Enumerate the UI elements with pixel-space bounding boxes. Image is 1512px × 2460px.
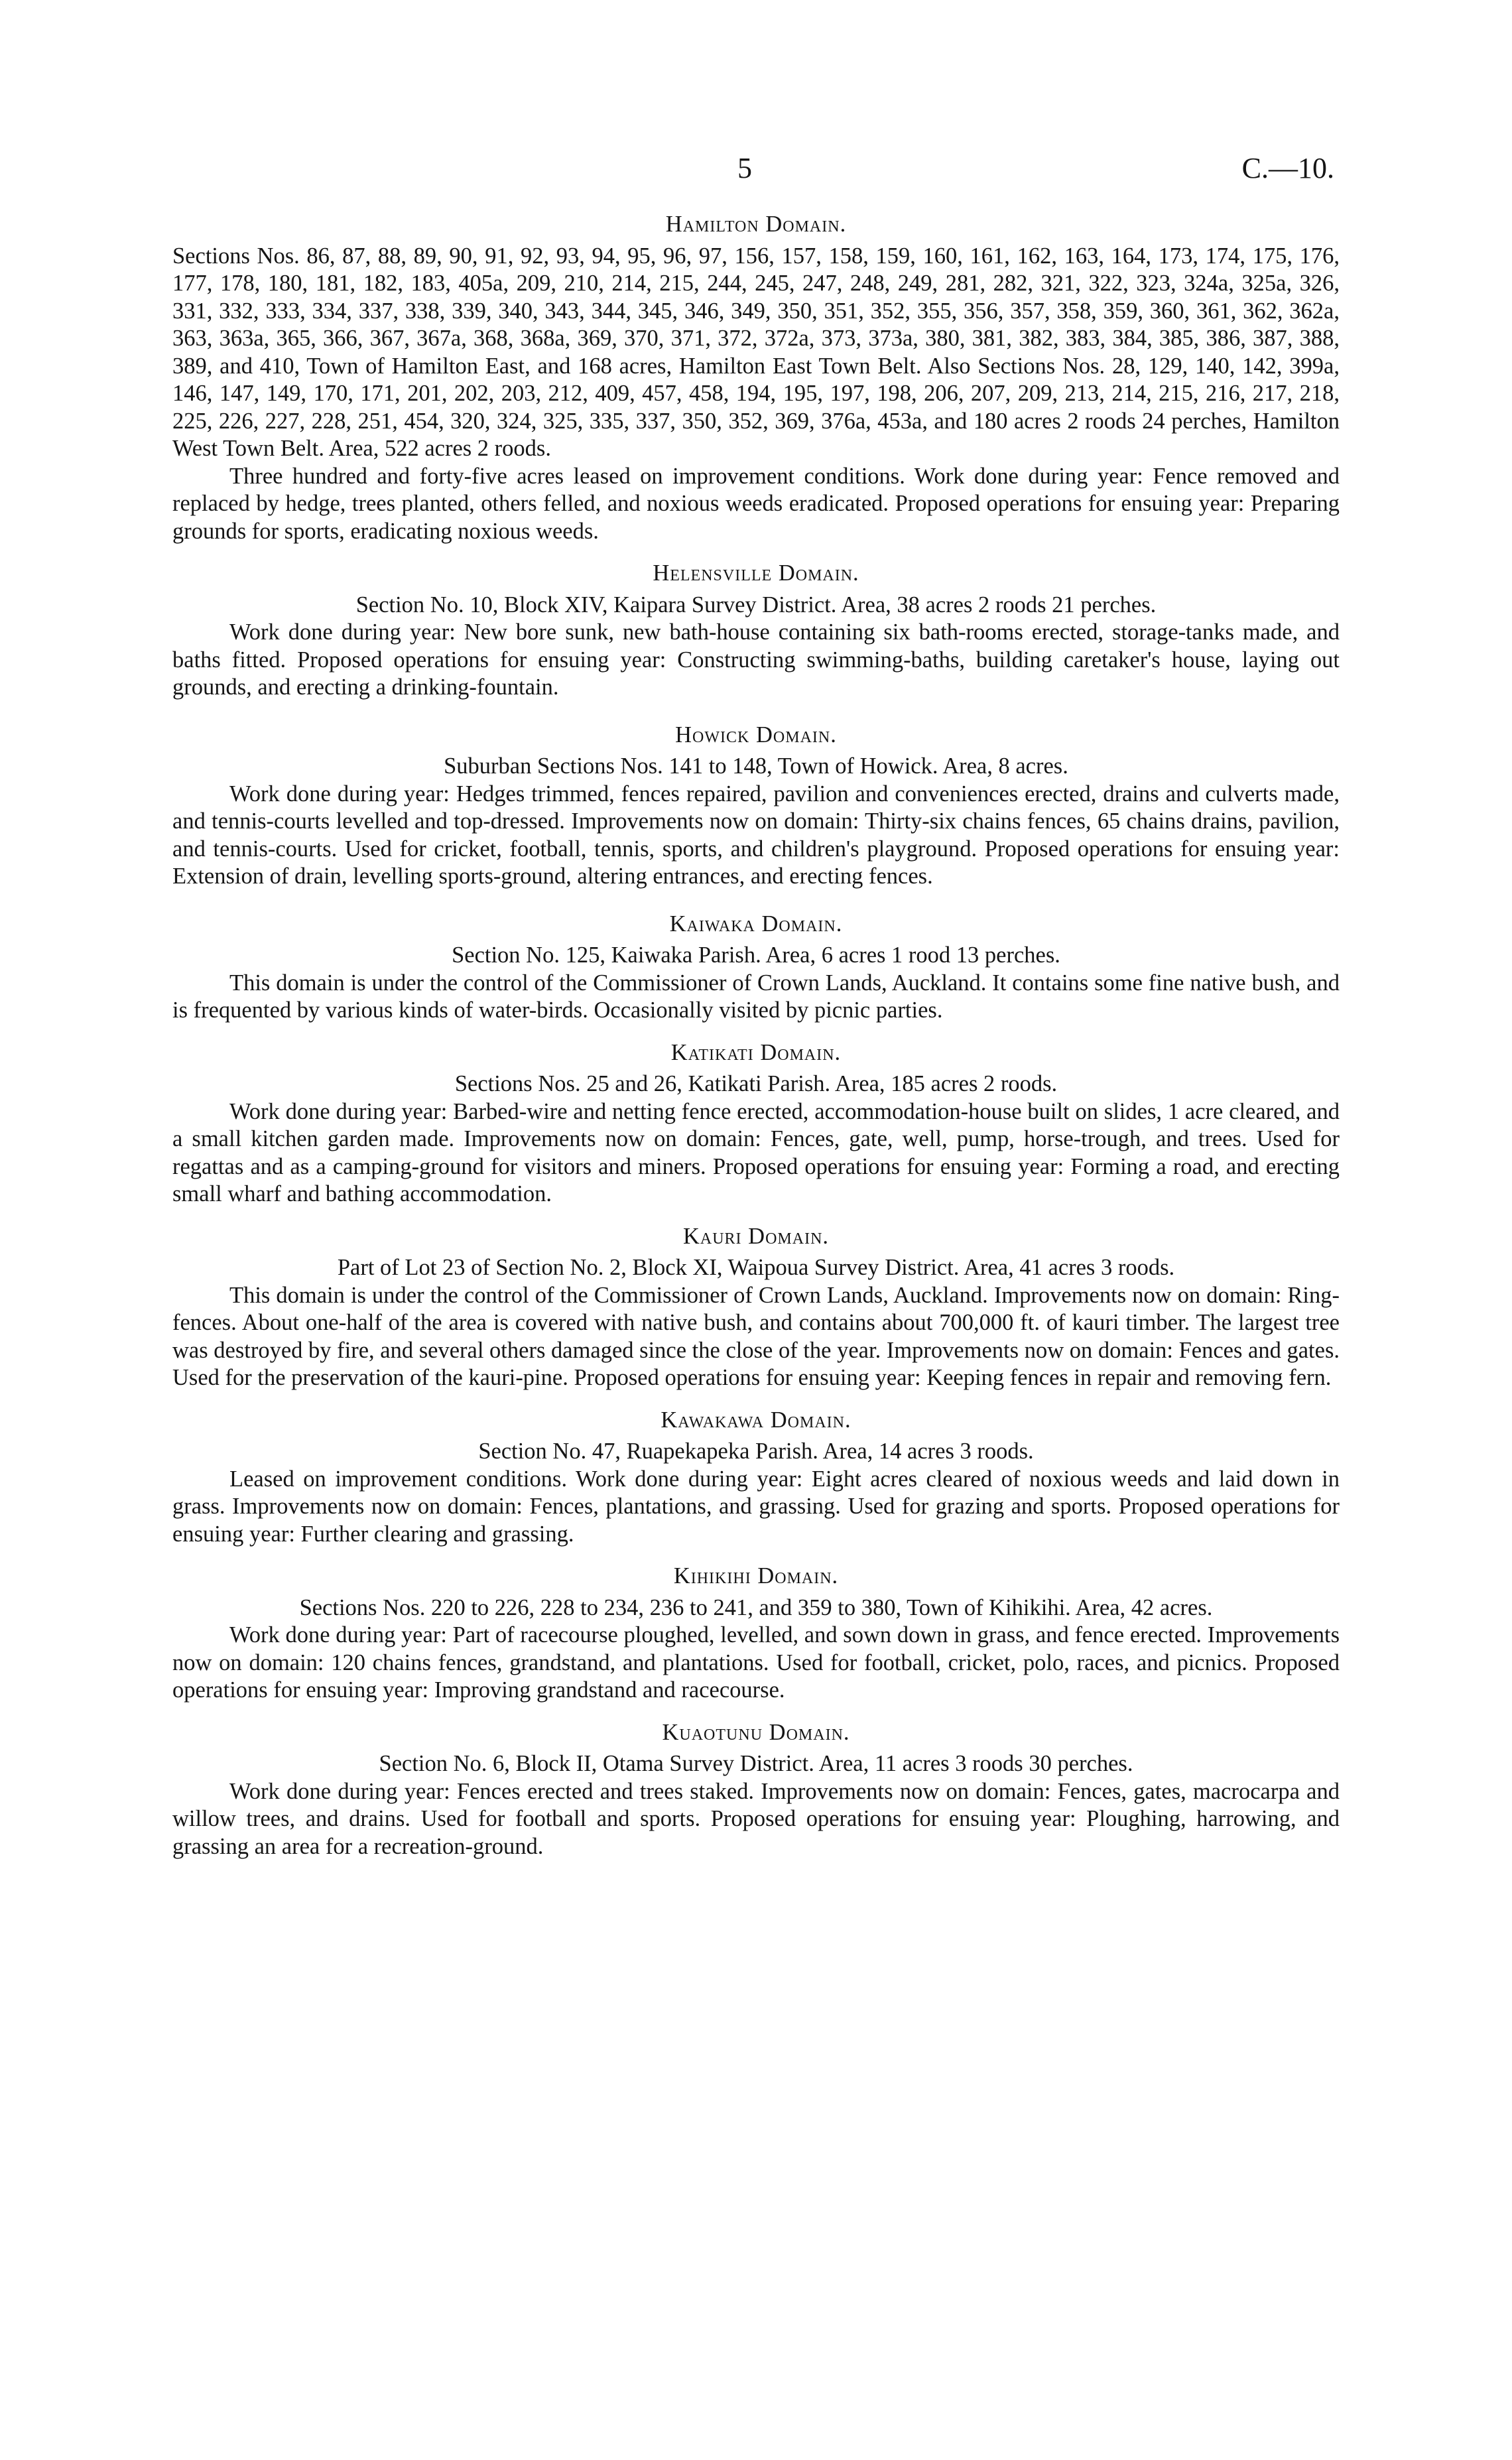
section-description: Part of Lot 23 of Section No. 2, Block XI, Waipoua Survey District. Area, 41 acres 3 roods. [337, 1255, 1175, 1280]
section-kaiwaka-domain [172, 911, 1340, 1025]
section-title: Hamilton Domain. [665, 212, 847, 237]
section-title: Kuaotunu Domain. [662, 1719, 850, 1745]
section-body: Leased on improvement conditions. Work done during year: Eight acres cleared of noxious weeds and laid down in grass. Improvements now on domain: Fences, plantations, and grassing. Used for grazing and sports. Proposed operations for ensuing year: Further clearing and grassing. [172, 1466, 1340, 1547]
page-number: 5 [737, 152, 752, 184]
section-hamilton-domain [172, 211, 1340, 545]
section-description: Section No. 10, Block XIV, Kaipara Survey District. Area, 38 acres 2 roods 21 perches. [355, 592, 1157, 617]
section-kuaotunu-domain [172, 1719, 1340, 1861]
section-howick-domain [172, 722, 1340, 891]
section-body: This domain is under the control of the Commissioner of Crown Lands, Auckland. Improvements now on domain: Ring-fences. About one-half of the area is covered with native bush, and contains about 700,000 ft. of kauri timber. The largest tree was destroyed by fire, and several others damaged since the close of the year. Improvements now on domain: Fences and gates. Used for the preservation of the kauri-pine. Proposed operations for ensuing year: Keeping fences in repair and removing fern. [172, 1282, 1340, 1390]
section-body: Work done during year: Fences erected and trees staked. Improvements now on domain: Fences, gates, macrocarpa and willow trees, and drains. Used for football and sports. Proposed operations for ensuing year: Ploughing, harrowing, and grassing an area for a recreation-ground. [172, 1778, 1340, 1859]
section-description: Section No. 125, Kaiwaka Parish. Area, 6 acres 1 rood 13 perches. [452, 942, 1060, 968]
section-kauri-domain [172, 1223, 1340, 1392]
section-description: Sections Nos. 220 to 226, 228 to 234, 236 to 241, and 359 to 380, Town of Kihikihi. Area, 42 acres. [299, 1594, 1213, 1620]
section-body: Work done during year: Hedges trimmed, fences repaired, pavilion and conveniences erected, drains and culverts made, and tennis-courts levelled and top-dressed. Improvements now on domain: Thirty-six chains fences, 65 chains drains, pavilion, and tennis-courts. Used for cricket, football, tennis, sports, and children's playground. Proposed operations for ensuing year: Extension of drain, levelling sports-ground, altering entrances, and erecting fences. [172, 781, 1340, 889]
section-description: Suburban Sections Nos. 141 to 148, Town of Howick. Area, 8 acres. [444, 753, 1068, 779]
section-title: Helensville Domain. [653, 560, 859, 586]
section-kihikihi-domain [172, 1563, 1340, 1705]
section-title: Howick Domain. [675, 722, 837, 747]
section-body: Three hundred and forty-five acres leased on improvement conditions. Work done during year: Fence removed and replaced by hedge, trees planted, others felled, and noxious weeds eradicated. Proposed operations for ensuing year: Preparing grounds for sports, eradicating noxious weeds. [172, 463, 1340, 544]
section-helensville-domain [172, 560, 1340, 702]
section-katikati-domain [172, 1039, 1340, 1208]
section-description: Section No. 47, Ruapekapeka Parish. Area, 14 acres 3 roods. [478, 1439, 1034, 1464]
section-title: Kaiwaka Domain. [669, 911, 843, 937]
section-body: This domain is under the control of the Commissioner of Crown Lands, Auckland. It contains some fine native bush, and is frequented by various kinds of water-birds. Occasionally visited by picnic parties. [172, 970, 1340, 1023]
section-title: Kawakawa Domain. [661, 1407, 851, 1433]
section-description: Sections Nos. 86, 87, 88, 89, 90, 91, 92, 93, 94, 95, 96, 97, 156, 157, 158, 159, 160, 161, 162, 163, 164, 173, 174, 175, 176, 177, 178, 180, 181, 182, 183, 405a, 209, 210, 214, 215, 244, 245, 247, 248, 249, 281, 282, 321, 322, 323, 324a, 325a, 326, 331, 332, 333, 334, 337, 338, 339, 340, 343, 344, 345, 346, 349, 350, 351, 352, 355, 356, 357, 358, 359, 360, 361, 362, 362a, 363, 363a, 365, 366, 367, 367a, 368, 368a, 369, 370, 371, 372, 372a, 373, 373a, 380, 381, 382, 383, 384, 385, 386, 387, 388, 389, and 410, Town of Hamilton East, and 168 acres, Hamilton East Town Belt. Also Sections Nos. 28, 129, 140, 142, 399a, 146, 147, 149, 170, 171, 201, 202, 203, 212, 409, 457, 458, 194, 195, 197, 198, 206, 207, 209, 213, 214, 215, 216, 217, 218, 225, 226, 227, 228, 251, 454, 320, 324, 325, 335, 337, 350, 352, 369, 376a, 453a, and 180 acres 2 roods 24 perches, Hamilton West Town Belt. Area, 522 acres 2 roods. [172, 243, 1340, 461]
section-description: Sections Nos. 25 and 26, Katikati Parish. Area, 185 acres 2 roods. [454, 1071, 1058, 1096]
section-body: Work done during year: Barbed-wire and netting fence erected, accommodation-house built on slides, 1 acre cleared, and a small kitchen garden made. Improvements now on domain: Fences, gate, well, pump, horse-trough, and trees. Used for regattas and as a camping-ground for visitors and miners. Proposed operations for ensuing year: Forming a road, and erecting small wharf and bathing accommodation. [172, 1098, 1340, 1206]
section-title: Kihikihi Domain. [673, 1563, 839, 1588]
section-description: Section No. 6, Block II, Otama Survey District. Area, 11 acres 3 roods 30 perches. [379, 1751, 1133, 1776]
section-title: Katikati Domain. [670, 1039, 842, 1065]
page-content [172, 211, 1340, 1860]
section-kawakawa-domain [172, 1407, 1340, 1549]
document-reference: C.—10. [1241, 152, 1334, 184]
section-body: Work done during year: New bore sunk, new bath-house containing six bath-rooms erected, storage-tanks made, and baths fitted. Proposed operations for ensuing year: Constructing swimming-baths, building caretaker's house, laying out grounds, and erecting a drinking-fountain. [172, 619, 1340, 700]
section-body: Work done during year: Part of racecourse ploughed, levelled, and sown down in grass, and fence erected. Improvements now on domain: 120 chains fences, grandstand, and plantations. Used for football, cricket, polo, races, and picnics. Proposed operations for ensuing year: Improving grandstand and racecourse. [172, 1622, 1340, 1703]
section-title: Kauri Domain. [682, 1223, 830, 1249]
